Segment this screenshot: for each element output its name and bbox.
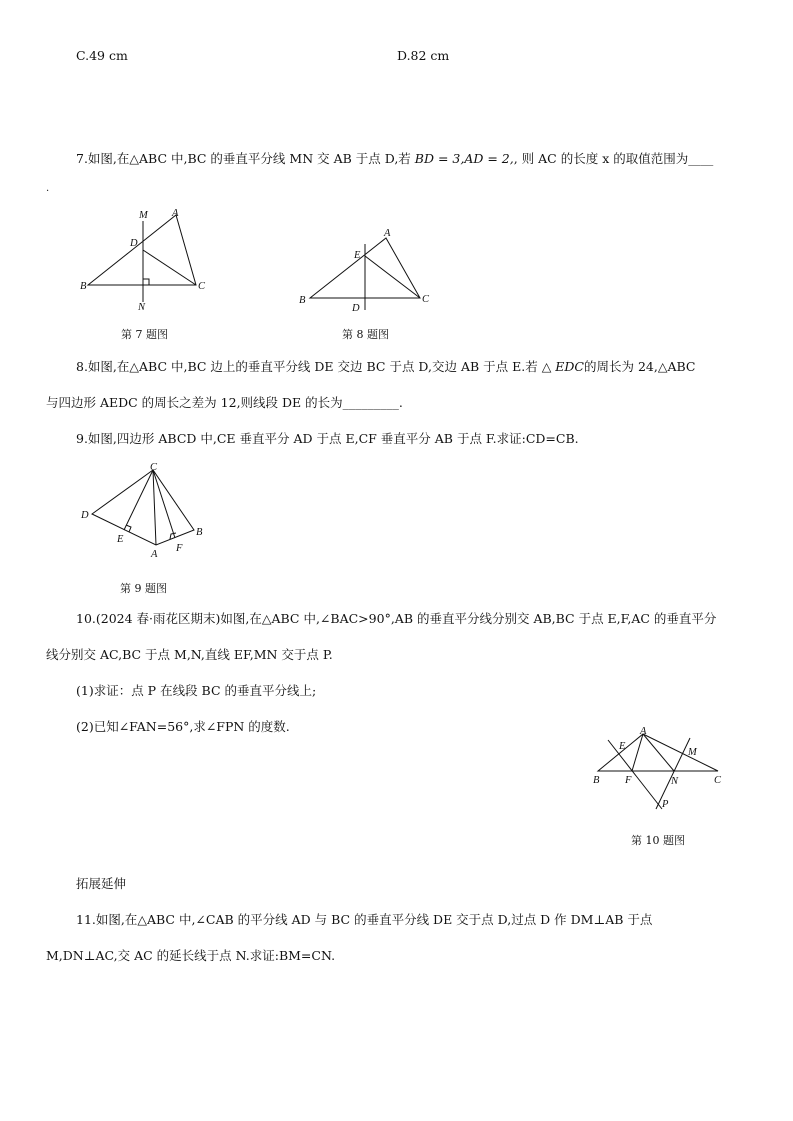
fig9-quadrilateral — [92, 470, 194, 545]
fig10-label-a: A — [640, 726, 647, 737]
fig9-label-f: F — [176, 543, 183, 554]
fig9-caption: 第 9 题图 — [120, 582, 167, 595]
fig8-segment-ec — [365, 256, 420, 298]
fig8-label-d: D — [352, 303, 360, 314]
figure-8 — [298, 226, 438, 316]
fig9-label-c: C — [150, 462, 158, 473]
option-d: D.82 cm — [397, 48, 450, 63]
fig8-label-c: C — [422, 294, 430, 305]
fig8-caption: 第 8 题图 — [342, 328, 389, 341]
question-11-line-2: M,DN⊥AC,交 AC 的延长线于点 N.求证:BM=CN. — [46, 948, 336, 963]
fig7-label-a: A — [172, 208, 179, 219]
fig10-label-f: F — [625, 775, 632, 786]
fig9-label-a: A — [151, 549, 158, 560]
fig10-label-c: C — [714, 775, 722, 786]
q7-formula: BD = 3,AD = 2, — [414, 151, 514, 166]
q8-formula: △ EDC — [541, 359, 584, 374]
q7-text-a: 7.如图,在△ABC 中,BC 的垂直平分线 MN 交 AB 于点 D,若 — [76, 151, 411, 166]
question-7 — [76, 151, 713, 167]
fig8-label-a: A — [384, 228, 391, 239]
fig7-right-angle — [143, 279, 149, 285]
question-8-line-2 — [46, 395, 403, 411]
fig7-label-n: N — [138, 302, 146, 313]
fig10-label-b: B — [593, 775, 600, 786]
question-8 — [76, 359, 695, 375]
fig7-label-m: M — [139, 210, 148, 221]
fig10-label-e: E — [619, 741, 626, 752]
q8-end: . — [398, 395, 403, 410]
q7-answer-blank: ____ — [688, 151, 714, 166]
fig10-line-ef — [608, 740, 662, 809]
q8-text-a: 8.如图,在△ABC 中,BC 边上的垂直平分线 DE 交边 BC 于点 D,交边 AB 于点 E.若 — [76, 359, 538, 374]
q8-text-b: 的周长为 24,△ABC — [584, 359, 696, 374]
figure-10 — [590, 724, 730, 816]
fig7-label-c: C — [198, 281, 206, 292]
figure-9 — [78, 462, 208, 562]
fig9-segment-ce — [124, 470, 153, 530]
fig10-label-m: M — [688, 747, 697, 758]
question-10-line-1: 10.(2024 春·雨花区期末)如图,在△ABC 中,∠BAC>90°,AB 的垂直平分线分别交 AB,BC 于点 E,F,AC 的垂直平分 — [76, 611, 717, 626]
fig7-label-d: D — [130, 238, 138, 249]
question-9: 9.如图,四边形 ABCD 中,CE 垂直平分 AD 于点 E,CF 垂直平分 AB 于点 F.求证:CD=CB. — [76, 431, 579, 446]
q7-continuation: . — [46, 183, 50, 194]
fig9-label-e: E — [117, 534, 124, 545]
fig10-caption: 第 10 题图 — [631, 834, 685, 847]
figure-7 — [80, 206, 210, 316]
fig9-label-d: D — [81, 510, 89, 521]
fig7-caption: 第 7 题图 — [121, 328, 168, 341]
question-10-part-1: (1)求证：点 P 在线段 BC 的垂直平分线上; — [76, 683, 317, 698]
fig8-label-b: B — [299, 295, 306, 306]
option-c: C.49 cm — [76, 48, 128, 63]
fig7-segment-dc — [143, 250, 196, 285]
fig7-label-b: B — [80, 281, 87, 292]
fig10-segment-af — [632, 734, 643, 771]
question-10-line-2: 线分别交 AC,BC 于点 M,N,直线 EF,MN 交于点 P. — [46, 647, 333, 662]
fig9-segment-cf — [153, 470, 175, 538]
q7-text-b: , 则 AC 的长度 x 的取值范围为 — [513, 151, 689, 166]
fig10-label-n: N — [671, 776, 679, 787]
fig9-label-b: B — [196, 527, 203, 538]
fig10-label-p: P — [662, 799, 669, 810]
question-10-part-2: (2)已知∠FAN=56°,求∠FPN 的度数. — [76, 719, 290, 734]
fig10-segment-an — [643, 734, 674, 771]
q8-line2: 与四边形 AEDC 的周长之差为 12,则线段 DE 的长为 — [46, 395, 343, 410]
fig9-segment-ca — [153, 470, 156, 545]
q8-answer-blank: _________ — [342, 395, 399, 410]
section-title: 拓展延伸 — [76, 876, 127, 891]
question-11-line-1: 11.如图,在△ABC 中,∠CAB 的平分线 AD 与 BC 的垂直平分线 DE 交于点 D,过点 D 作 DM⊥AB 于点 — [76, 912, 653, 927]
fig8-label-e: E — [354, 250, 361, 261]
